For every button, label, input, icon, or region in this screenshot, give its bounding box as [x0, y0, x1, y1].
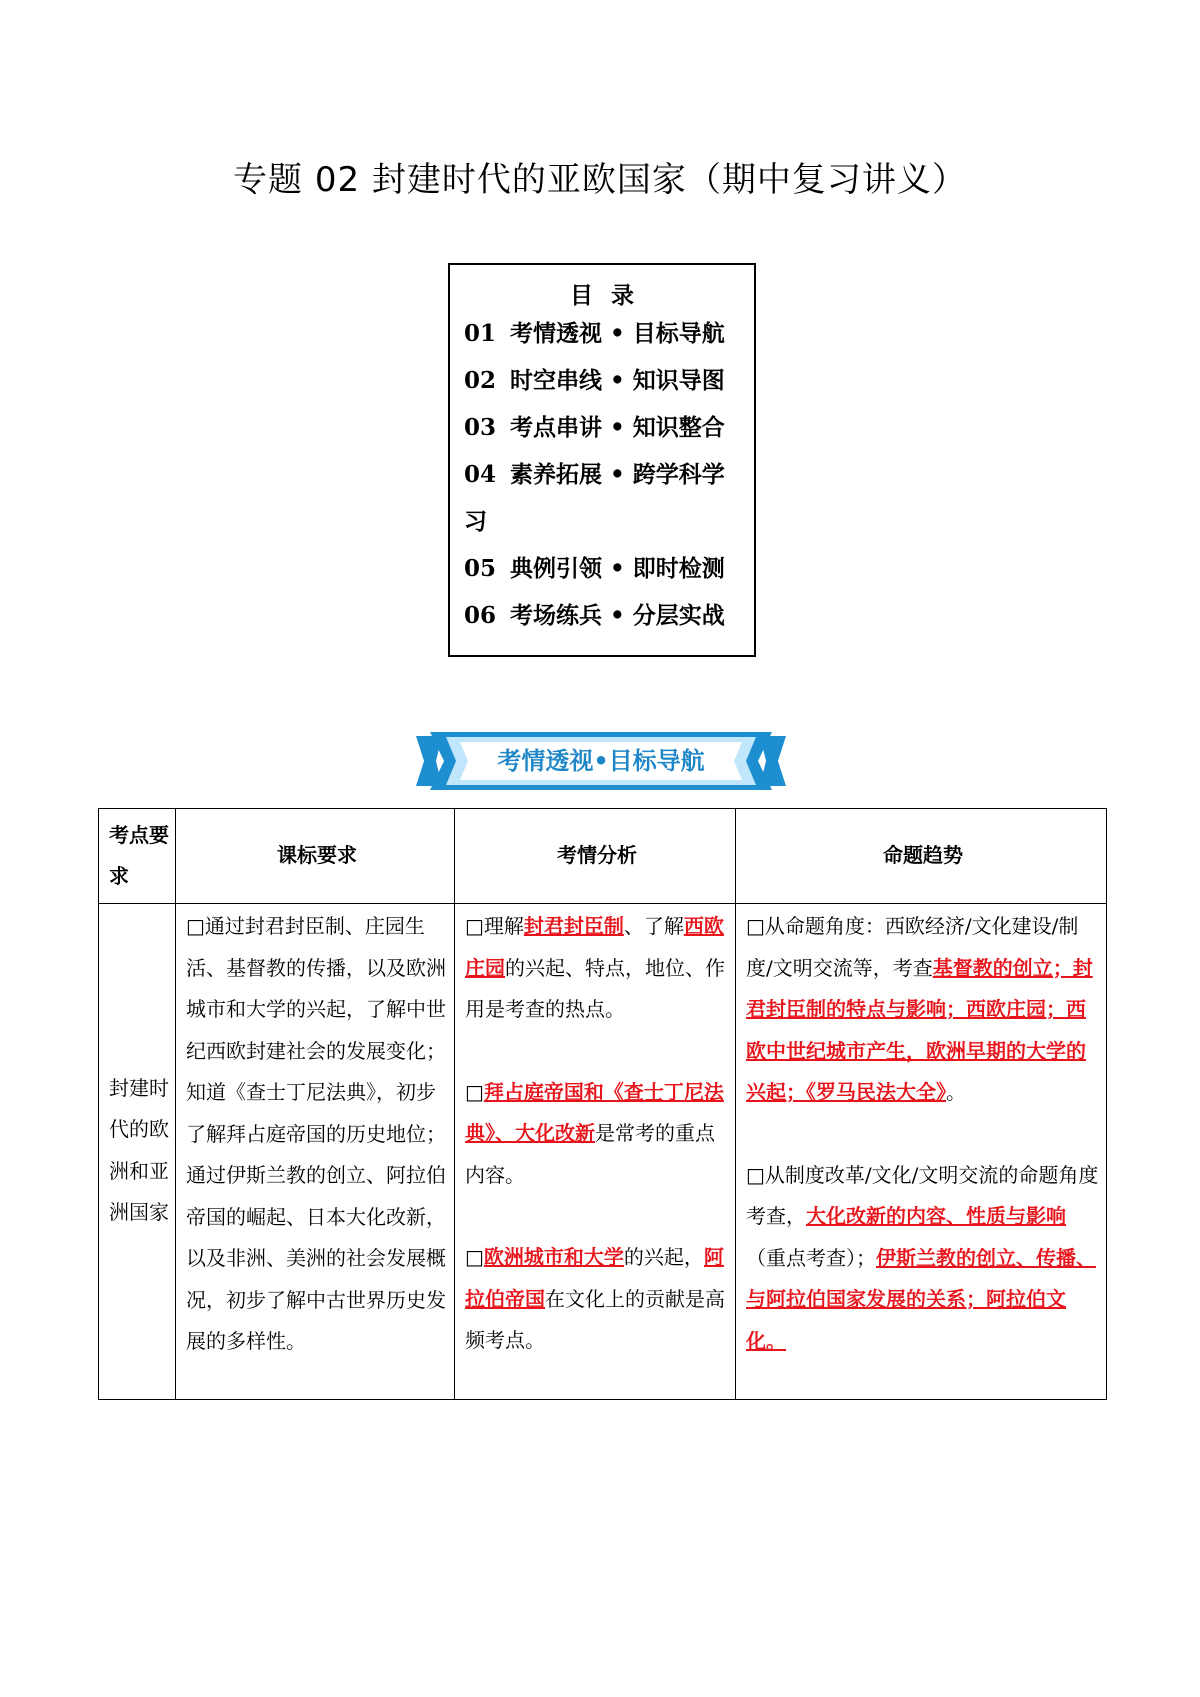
header-curriculum: 课标要求 [176, 809, 455, 904]
header-trend: 命题趋势 [736, 809, 1107, 904]
trend-cell [736, 904, 1107, 1400]
page-title: 专题 02 封建时代的亚欧国家（期中复习讲义） [233, 160, 967, 200]
table-of-contents [448, 263, 756, 657]
trend-paragraph: □从制度改革/文化/文明交流的命题角度考查，大化改新的内容、性质与影响（重点考查）；伊斯兰教的创立、传播、与阿拉伯国家发展的关系；阿拉伯文化。 [746, 1162, 1099, 1353]
analysis-paragraph: □欧洲城市和大学的兴起，阿拉伯帝国在文化上的贡献是高频考点。 [465, 1245, 725, 1352]
toc-item: 02 时空串线 • 知识导图 [464, 367, 725, 394]
banner-label: 考情透视•目标导航 [497, 747, 705, 775]
table-header-row [99, 809, 1107, 904]
analysis-cell [455, 904, 736, 1400]
header-analysis: 考情分析 [455, 809, 736, 904]
header-exam-point: 考点要求 [99, 809, 176, 904]
trend-paragraph: □从命题角度：西欧经济/文化建设/制度/文明交流等，考查基督教的创立；封君封臣制的特点与影响；西欧庄园；西欧中世纪城市产生，欧洲早期的大学的兴起；《罗马民法大全》。 [746, 914, 1093, 1104]
toc-item: 03 考点串讲 • 知识整合 [464, 414, 725, 441]
analysis-paragraph: □理解封君封臣制、了解西欧庄园的兴起、特点，地位、作用是考查的热点。 [465, 914, 725, 1021]
analysis-paragraph: □拜占庭帝国和《查士丁尼法典》、大化改新是常考的重点内容。 [465, 1079, 724, 1187]
table-row [99, 904, 1107, 1400]
topic-cell: 封建时代的欧洲和亚洲国家 [99, 904, 176, 1400]
toc-item: 习 [464, 508, 487, 535]
toc-item: 05 典例引领 • 即时检测 [464, 555, 725, 582]
curriculum-cell: □通过封君封臣制、庄园生活、基督教的传播，以及欧洲城市和大学的兴起，了解中世纪西欧封建社会的发展变化；知道《查士丁尼法典》，初步了解拜占庭帝国的历史地位；通过伊斯兰教的创立、阿拉伯帝国的崛起、日本大化改新，以及非洲、美洲的社会发展概况，初步了解中古世界历史发展的多样性。 [176, 904, 455, 1400]
toc-item: 04 素养拓展 • 跨学科学 [464, 461, 725, 488]
toc-item: 01 考情透视 • 目标导航 [464, 320, 725, 347]
toc-heading: 目录 [570, 282, 652, 309]
toc-item: 06 考场练兵 • 分层实战 [464, 602, 725, 629]
section-banner [416, 730, 786, 792]
exam-analysis-table [98, 808, 1107, 1400]
